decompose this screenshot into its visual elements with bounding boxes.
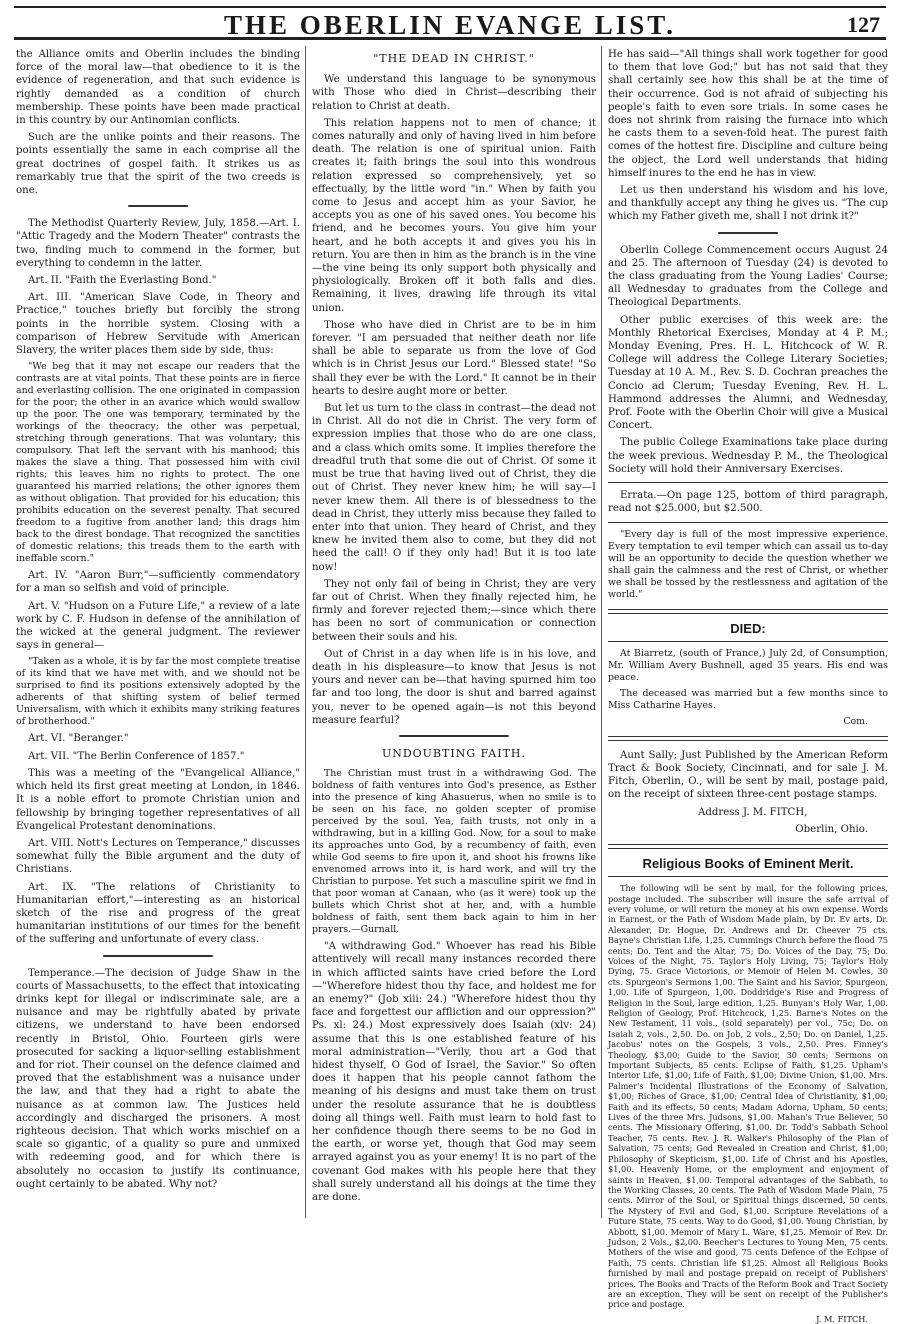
paragraph: They not only fail of being in Christ; they are very far out of Christ. When they finally rejected him, he firmly and forever rejected them;—since which there has been no sort of communication or connection between their souls and his. bbox=[312, 578, 596, 643]
paragraph: He has said—"All things shall work together for good to them that love God;" but has not said that they shall certainly see how this shall be at the time of their occurrence. God is not afraid of subjecting his people's faith to even sore trials. In some cases he does not shrink from raising the furnace into which he casts them to a seven-fold heat. The purest faith comes of the hottest fire. Discipline and culture being the object, the Lord well understands that hiding himself inures to the end he has in view. bbox=[608, 49, 888, 179]
advertisement: Aunt Sally; Just Published by the American Reform Tract & Book Society, Cincinnati, and for sale J. M. Fitch, Oberlin, O., will be sent by mail, postage paid, on the receipt of sixteen three-cent postage stamps. bbox=[608, 749, 888, 801]
divider bbox=[608, 844, 888, 849]
top-rule bbox=[14, 6, 886, 8]
paragraph: the Alliance omits and Oberlin includes the binding force of the moral law—that obedience to it is the evidence of regeneration, and that such evidence is rightly demanded as a condition of church membership. These points have been made practical in this country by our Antinomian conflicts. bbox=[16, 49, 300, 127]
address-line: Address J. M. FITCH, bbox=[698, 806, 808, 818]
books-signature: J. M. FITCH. bbox=[816, 1313, 868, 1324]
separator bbox=[718, 232, 778, 234]
died-heading: DIED: bbox=[730, 620, 766, 636]
article-heading: "THE DEAD IN CHRIST." bbox=[373, 52, 535, 65]
block-quote: The Christian must trust in a withdrawing God. The boldness of faith ventures into God's presence, as Esther into the presence of king Ahasuerus, when no smile is to be seen on his face, no golden scepter of promise perceived by the soul. Yea, faith trusts, not only in a withdrawing, but in a killing God. Now, for a soul to make its approaches unto God, by a recumbency of faith, even while God seems to fire upon it, and shoot his frowns like envenomed arrows into it, is hard work, and will try the Christian to purpose. Yet such a masculine spirit we find in that poor woman at Canaan, who (as it were) took up the bullets which Christ shot at her, and, with a humble boldness of faith, sent them back again to him in her prayers.—Gurnall. bbox=[312, 768, 596, 936]
separator bbox=[103, 955, 213, 957]
paragraph: Those who have died in Christ are to be in him forever. "I am persuaded that neither death nor life shall be able to separate us from the love of God which is in Christ Jesus our Lord." Blessed state! "So shall they ever be with the Lord." It cannot be in their hearts to desire aught more or better. bbox=[312, 319, 596, 397]
article-heading: UNDOUBTING FAITH. bbox=[381, 746, 527, 760]
article-item: Art. VII. "The Berlin Conference of 1857." bbox=[28, 750, 245, 762]
commencement-notice: Oberlin College Commencement occurs August 24 and 25. The afternoon of Tuesday (24) is devoted to the class graduating from the Young Ladies' Course; all Wednesday to graduates from the College and Theological Departments. bbox=[608, 244, 888, 309]
separator bbox=[128, 205, 188, 207]
books-list: The following will be sent by mail, for the following prices, postage included. The subscriber will insure the safe arrival of every volume, or will return the money at his own expense. Words in Earnest, or the Path of Wisdom Made plain, by Dr. Ev arts, Dr. Alexander, Dr. Hogue, Dr. Andrews and Dr. Cheever 75 cts. Bayne's Christian Life, 1,25. Cummings Church before the flood 75 cents; Do. Tent and the Altar, 75; Do. Voices of the Day, 75; Do. Voices of the Night, 75. Taylor's Holy Living, 75; Taylor's Holy Dying, 75. Grace Victorious, or Memoir of Helen M. Cowles, 30 cts. Spurgeon's Sermons 1,00. The Saint and his Savior, Spurgeon, 1,00. Life of Spurgeon, 1,00. Doddridge's Rise and Progress of Religion in the Soul, large edition, 1,25. Bunyan's Holy War, 1,00. Religion of Geology, Prof. Hitchcock, 1,25. Barne's Notes on the New Testament, 11 vols., (sold separately) per vol., 75c; Do. on Isaiah 2, vols., 2,50. Do. on Job, 2 vols., 2,50; Do. on Daniel, 1,25. Jacobus' notes on the Gospels, 3 vols., 2,50. Pres. Finney's Theology, $3,00; Guide to the Savior, 30 cents; Sermons on Important Subjects, 85 cents. Eclipse of Faith, $1,25. Upham's Interior Life, $1,00; Life of Faith, $1,00; Divine Union, $1,00. Mrs. Palmer's Incidental Illustrations of the Economy of Salvation, $1,00; Riches of Grace, $1,00; Central Idea of Christianity, $1,00; Faith and its effects, 50 cents; Madam Adorna, Upham, 50 cents; Lives of the three Mrs. Judsons, $1,00. Mahan's True Believer, 50 cents. The Missionary Offering, $1,00. Dr. Todd's Sabbath School Teacher, 75 cents. Rev. J. R. Walker's Philosophy of the Plan of Salvation, 75 cents; God Revealed in Creation and Christ, $1,00; Philosophy of Skepticism, $1,00. Life of Christ and his Apostles, $1,00. Heavenly Home, or the employment and enjoyment of saints in Heaven, $1,00. Temporal advantages of the Sabbath, to the Working Classes, 20 cents. The Path of Wisdom Made Plain, 75 cents. Mirror of the Soul, or Spiritual things discerned, 50 cents. The Mystery of Evil and God, $1,00. Scripture Revelations of a Future State, 75 cents. Way to do Good, $1,00. Young Christian, by Abbott, $1,00. Memoir of Mary L. Ware, $1,25. Memoir of Rev. Dr. Judson, 2 Vols., $2,00. Beecher's Lectures to Young Men, 75 cents. Mothers of the wise and good, 75 cents Defence of the Eclipse of Faith, 75 cents. Christian life $1,25. Almost all Religious Books furnished by mail and postage prepaid on receipt of Publishers' prices. The Books and Tracts of the Reform Book and Tract Society are an exception. They will be sent on receipt of the Publisher's price and postage. bbox=[608, 883, 888, 1310]
paragraph: We understand this language to be synonymous with Those who died in Christ—describing their relation to Christ at death. bbox=[312, 74, 596, 112]
obituary-note: The deceased was married but a few months since to Miss Catharine Hayes. bbox=[608, 687, 888, 711]
column-left bbox=[16, 48, 300, 1218]
column-middle bbox=[312, 48, 596, 1218]
review-heading: The Methodist Quarterly Review, July, 1858.—Art. I. "Attic Tragedy and the Modern Theater" contrasts the two, finding much to commend in the former, but everything to condemn in the latter. bbox=[16, 218, 300, 269]
article-item: Art. VI. "Beranger." bbox=[28, 733, 129, 745]
paragraph: Other public exercises of this week are: the Monthly Rhetorical Exercises, Monday at 4 P. M.; Monday Evening, Pres. H. L. Hitchcock of W. R. College will address the College Literary Societies; Tuesday at 10 A. M., Rev. S. D. Cochran preaches the Concio ad Clerum; Tuesday Evening, Rev. H. L. Hammond addresses the Alumni, and Wednesday, Prof. Foote with the Oberlin Choir will give a Musical Concert. bbox=[608, 314, 888, 432]
paragraph: Let us then understand his wisdom and his love, and thankfully accept any thing he gives us. "The cup which my Father giveth me, shall I not drink it?" bbox=[608, 185, 888, 223]
article-item: Art. III. "American Slave Code, in Theory and Practice," touches briefly but forcibly the strong points in the horrible system. Closing with a comparison of Hebrew Servitude with American Slavery, the writer places them side by side, thus: bbox=[16, 292, 300, 357]
divider bbox=[608, 522, 888, 523]
block-quote: "We beg that it may not escape our readers that the contrasts are at vital points. That these points are in fierce and everlasting collision. The one originated in compassion for the poor; the other in an avarice which would swallow up the poor. The one was temporary, terminated by the workings of the theocracy; the other was perpetual, stretching through generations. That was voluntary; this compulsory. That left the servant with his manhood; this makes the slave a thing. That possessed him with civil rights; this leaves him no rights to protect. The one guaranteed his married relations; the other ignores them as without obligation. That provided for his education; this prohibits education on the severest penalty. That secured freedom to a fugitive from another land; this drags him back to the direst bondage. That recognized the sanctities of domestic relations; this treads them to the earth with ineffable scorn." bbox=[16, 361, 300, 565]
column-divider bbox=[305, 46, 306, 1218]
block-quote: "Taken as a whole, it is by far the most complete treatise of its kind that we have met with, and we should not be surprised to find its positions extensively adopted by the adherents of that shifting system of belief termed Universalism, with which it exhibits many striking features of brotherhood." bbox=[16, 656, 300, 728]
errata-notice: Errata.—On page 125, bottom of third paragraph, read not $25.000, but $2.500. bbox=[608, 490, 888, 515]
masthead-rule bbox=[14, 37, 886, 40]
divider bbox=[608, 736, 888, 741]
books-heading: Religious Books of Eminent Merit. bbox=[642, 855, 854, 871]
article-item: Art. V. "Hudson on a Future Life," a review of a late work by C. F. Hudson in defense of the annihilation of the wicked at the general judgment. The reviewer says in general— bbox=[16, 600, 300, 652]
address-place: Oberlin, Ohio. bbox=[795, 823, 868, 835]
divider bbox=[608, 876, 888, 877]
masthead bbox=[14, 6, 886, 40]
temperance-paragraph: Temperance.—The decision of Judge Shaw in the courts of Massachusetts, to the effect that intoxicating drinks kept for illegal or indiscriminate sale, are a nuisance and may be rightfully abated by private citizens, we understand to have been endorsed recently in Bristol, Ohio. Fourteen girls were prosecuted for sacking a liquor-selling establishment and for riot. Their counsel on the defence claimed and proved that the establishment was a nuisance under the law, and that they had a right to abate the nuisance as at common law. The Justices held accordingly and discharged the prisoners. A most righteous decision. That which works mischief on a scale so gigantic, of a quality so pure and unmixed with redeeming good, and for which there is absolutely no occasion to justify its continuance, ought certainly to be abated. Why not? bbox=[16, 967, 300, 1190]
paragraph: But let us turn to the class in contrast—the dead not in Christ. All do not die in Christ. The very form of expression implies that those who do are one class, and a class which omits some. It implies therefore the dreadful truth that some die out of Christ. Of some it must be true that having lived out of Christ, they die out of Christ. They never knew him; he will say—I never knew them. All there is of blessedness to the dead in Christ, they utterly miss because they failed to enter into that union. They heard of Christ, and they knew he invited them also to come, but they did not heed the call! O if they only had! But it is too late now! bbox=[312, 403, 596, 573]
article-item: Art. IX. "The relations of Christianity to Humanitarian effort,"—interesting as an historical sketch of the rise and progress of the great humanitarian institutions of our times for the benefit of the suffering and unfortunate of every class. bbox=[16, 881, 300, 946]
article-item: Art. IV. "Aaron Burr,"—sufficiently commendatory for a man so selfish and void of principle. bbox=[16, 570, 300, 595]
obituary-signature: Com. bbox=[843, 715, 868, 727]
divider bbox=[608, 609, 888, 614]
paragraph: Out of Christ in a day when life is in his love, and death in his displeasure—to know that Jesus is not yours and never can be—that having spurned him too far and too long, the door is shut and barred against you, never to be opened again—is not this beyond measure fearful? bbox=[312, 648, 596, 726]
block-quote: "Every day is full of the most impressive experience. Every temptation to evil temper which can assail us to-day will be an opportunity to decide the question whether we shall gain the calmness and the rest of Christ, or whether we shall be tossed by the restlessness and agitation of the world." bbox=[608, 528, 888, 600]
divider bbox=[608, 482, 888, 483]
column-divider bbox=[601, 46, 602, 1218]
column-right bbox=[608, 48, 888, 1324]
article-item: Art. VIII. Nott's Lectures on Temperance," discusses somewhat fully the Bible argument and the duty of Christians. bbox=[16, 837, 300, 876]
newspaper-title: THE OBERLIN EVANGE LIST. bbox=[223, 10, 677, 40]
divider bbox=[608, 641, 888, 642]
paragraph: This relation happens not to men of chance; it comes naturally and only of having lived in him before death. The relation is one of spiritual union. Faith creates it; faith brings the soul into this wondrous relation expressed so comprehensively, yet so effectually, by the little word "in." When by faith you come to Jesus and accept him as your Savior, he accepts you as one of his saved ones. You become his friend, and he becomes yours. You give him your heart, and he both accepts it and gives you his in return. You are then in him as the branch is in the vine—the vine being its only support both physically and physiologically. Broken off it both falls and dies. Remaining, it lives, drawing life through its vital union. bbox=[312, 117, 597, 314]
page-number: 127 bbox=[847, 12, 880, 37]
article-item: Art. II. "Faith the Everlasting Bond." bbox=[28, 275, 217, 287]
separator bbox=[399, 735, 509, 737]
paragraph: Such are the unlike points and their reasons. The points essentially the same in each comprise all the great doctrines of gospel faith. It strikes us as remarkably true that the spirit of the two creeds is one. bbox=[16, 132, 300, 197]
paragraph: The public College Examinations take place during the week previous. Wednesday P. M., the Theological Society will hold their Anniversary Exercises. bbox=[608, 437, 888, 475]
obituary: At Biarretz, (south of France,) July 2d, of Consumption, Mr. William Avery Bushnell, aged 35 years. His end was peace. bbox=[608, 647, 888, 683]
paragraph: "A withdrawing God." Whoever has read his Bible attentively will recall many instances recorded there in which afflicted saints have cried before the Lord—"Wherefore hidest thou thy face, and holdest me for an enemy?" (Job xiii: 24.) "Wherefore hidest thou thy face and forgettest our affliction and our oppression?" Ps. xl: 24.) Most expressively does Isaiah (xlv: 24) assume that this is one established feature of his moral administration—"Verily, thou art a God that hidest thyself, O God of Israel, the Savior." So often does it happen that his people cannot fathom the meaning of his designs and must take them on trust under the resolute assurance that he is doubtless doing all things well. Faith must learn to hold fast to her confidence though there seems to be no God in the earth, or worse yet, though that God may seem arrayed against you as your enemy! It is no part of the covenant God makes with his people here that they shall surely understand all his doings at the time they are done. bbox=[312, 941, 596, 1204]
paragraph: This was a meeting of the "Evangelical Alliance," which held its first great meeting at London, in 1846. It is a noble effort to promote Christian union and fellowship by bringing together representatives of all Evangelical Protestant denominations. bbox=[16, 767, 300, 832]
